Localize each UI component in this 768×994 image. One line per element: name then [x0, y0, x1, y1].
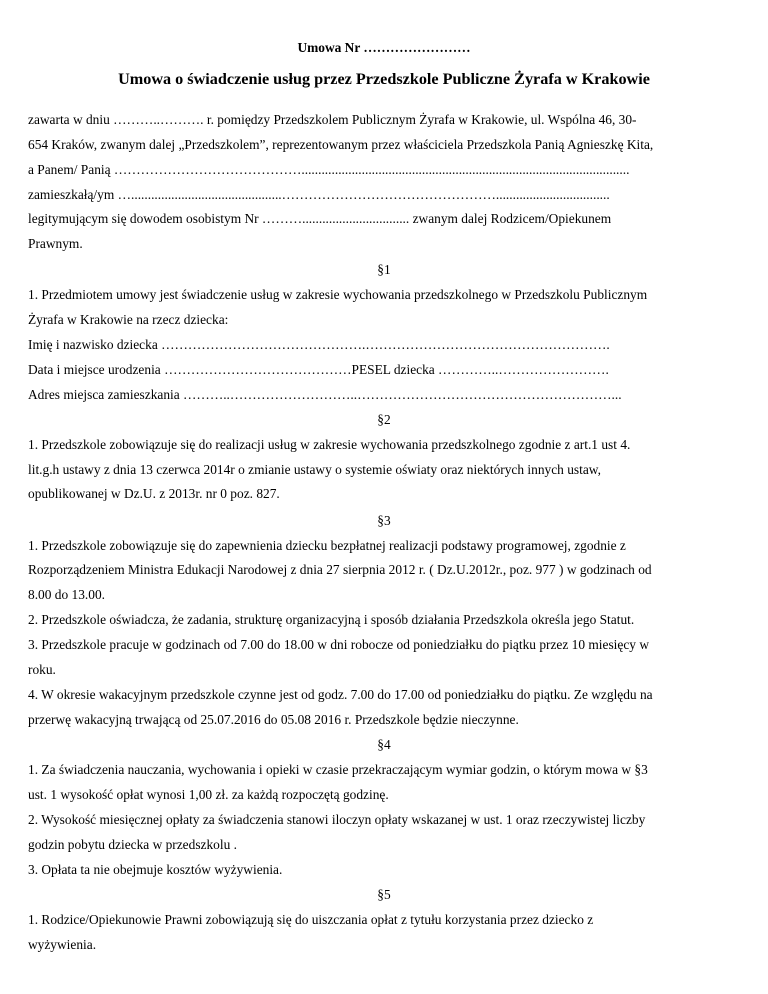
section-3-line: 1. Przedszkole zobowiązuje się do zapewnienia dziecku bezpłatnej realizacji podstawy programowej, zgodnie z	[28, 538, 626, 553]
intro-line: 654 Kraków, zwanym dalej „Przedszkolem”, reprezentowanym przez właściciela Przedszkola Panią Agnieszkę Kita,	[28, 137, 654, 152]
intro-line: zawarta w dniu ………..………. r. pomiędzy Przedszkolem Publicznym Żyrafa w Krakowie, ul. Wspólna 46, 30-	[28, 112, 637, 127]
section-4-line: 1. Za świadczenia nauczania, wychowania i opieki w czasie przekraczającym wymiar godzin, o którym mowa w §3	[28, 762, 648, 777]
section-3-line: 2. Przedszkole oświadcza, że zadania, strukturę organizacyjną i sposób działania Przedszkola określa jego Statut.	[28, 612, 635, 627]
intro-line: a Panem/ Panią ……………………………………..................................................................................................	[28, 162, 630, 177]
section-5-line: 1. Rodzice/Opiekunowie Prawni zobowiązują się do uiszczania opłat z tytułu korzystania przez dziecko z	[28, 912, 594, 927]
section-1-line: 1. Przedmiotem umowy jest świadczenie usług w zakresie wychowania przedszkolnego w Przedszkolu Publicznym	[28, 287, 648, 302]
section-3-line: roku.	[28, 662, 56, 677]
section-heading-2: §2	[377, 412, 391, 427]
section-1-line: Adres miejsca zamieszkania ………..………………………..…………………………………………………...	[28, 387, 622, 402]
section-2-line: lit.g.h ustawy z dnia 13 czerwca 2014r o zmianie ustawy o systemie oświaty oraz niektórych innych ustaw,	[28, 462, 601, 477]
intro-line: zamieszkałą/ym ….............................................…………………………………………..................................	[28, 187, 610, 202]
section-5-line: wyżywienia.	[28, 937, 97, 952]
section-1-line: Żyrafa w Krakowie na rzecz dziecka:	[28, 312, 229, 327]
intro-line: Prawnym.	[28, 236, 83, 251]
section-heading-1: §1	[377, 262, 391, 277]
intro-line: legitymującym się dowodem osobistym Nr ………................................ zwanym dalej Rodzicem/Opiekunem	[28, 211, 612, 226]
section-4-line: 2. Wysokość miesięcznej opłaty za świadczenia stanowi iloczyn opłaty wskazanej w ust. 1 oraz rzeczywistej liczby	[28, 812, 646, 827]
section-2-line: opublikowanej w Dz.U. z 2013r. nr 0 poz. 827.	[28, 486, 280, 501]
section-3-line: 3. Przedszkole pracuje w godzinach od 7.00 do 18.00 w dni robocze od poniedziałku do piątku przez 10 miesięcy w	[28, 637, 649, 652]
section-3-line: przerwę wakacyjną trwającą od 25.07.2016 do 05.08 2016 r. Przedszkole będzie nieczynne.	[28, 712, 519, 727]
section-1-line: Data i miejsce urodzenia ……………………………………PESEL dziecka …………..…………………….	[28, 362, 609, 377]
document-title: Umowa o świadczenie usług przez Przedszkole Publiczne Żyrafa w Krakowie	[118, 70, 650, 88]
section-3-line: 8.00 do 13.00.	[28, 587, 105, 602]
section-heading-5: §5	[377, 887, 391, 902]
section-1-line: Imię i nazwisko dziecka ……………………………………….……………………………………………….	[28, 337, 610, 352]
section-3-line: 4. W okresie wakacyjnym przedszkole czynne jest od godz. 7.00 do 17.00 od poniedziałku do piątku. Ze względu na	[28, 687, 653, 702]
section-3-line: Rozporządzeniem Ministra Edukacji Narodowej z dnia 27 sierpnia 2012 r. ( Dz.U.2012r., poz. 977 ) w godzinach od	[28, 562, 652, 577]
section-4-line: ust. 1 wysokość opłat wynosi 1,00 zł. za każdą rozpoczętą godzinę.	[28, 787, 389, 802]
section-4-line: 3. Opłata ta nie obejmuje kosztów wyżywienia.	[28, 862, 283, 877]
section-heading-3: §3	[377, 513, 391, 528]
section-heading-4: §4	[377, 737, 391, 752]
contract-number: Umowa Nr ……………………	[297, 40, 471, 55]
section-4-line: godzin pobytu dziecka w przedszkolu .	[28, 837, 237, 852]
section-2-line: 1. Przedszkole zobowiązuje się do realizacji usług w zakresie wychowania przedszkolnego zgodnie z art.1 ust 4.	[28, 437, 631, 452]
